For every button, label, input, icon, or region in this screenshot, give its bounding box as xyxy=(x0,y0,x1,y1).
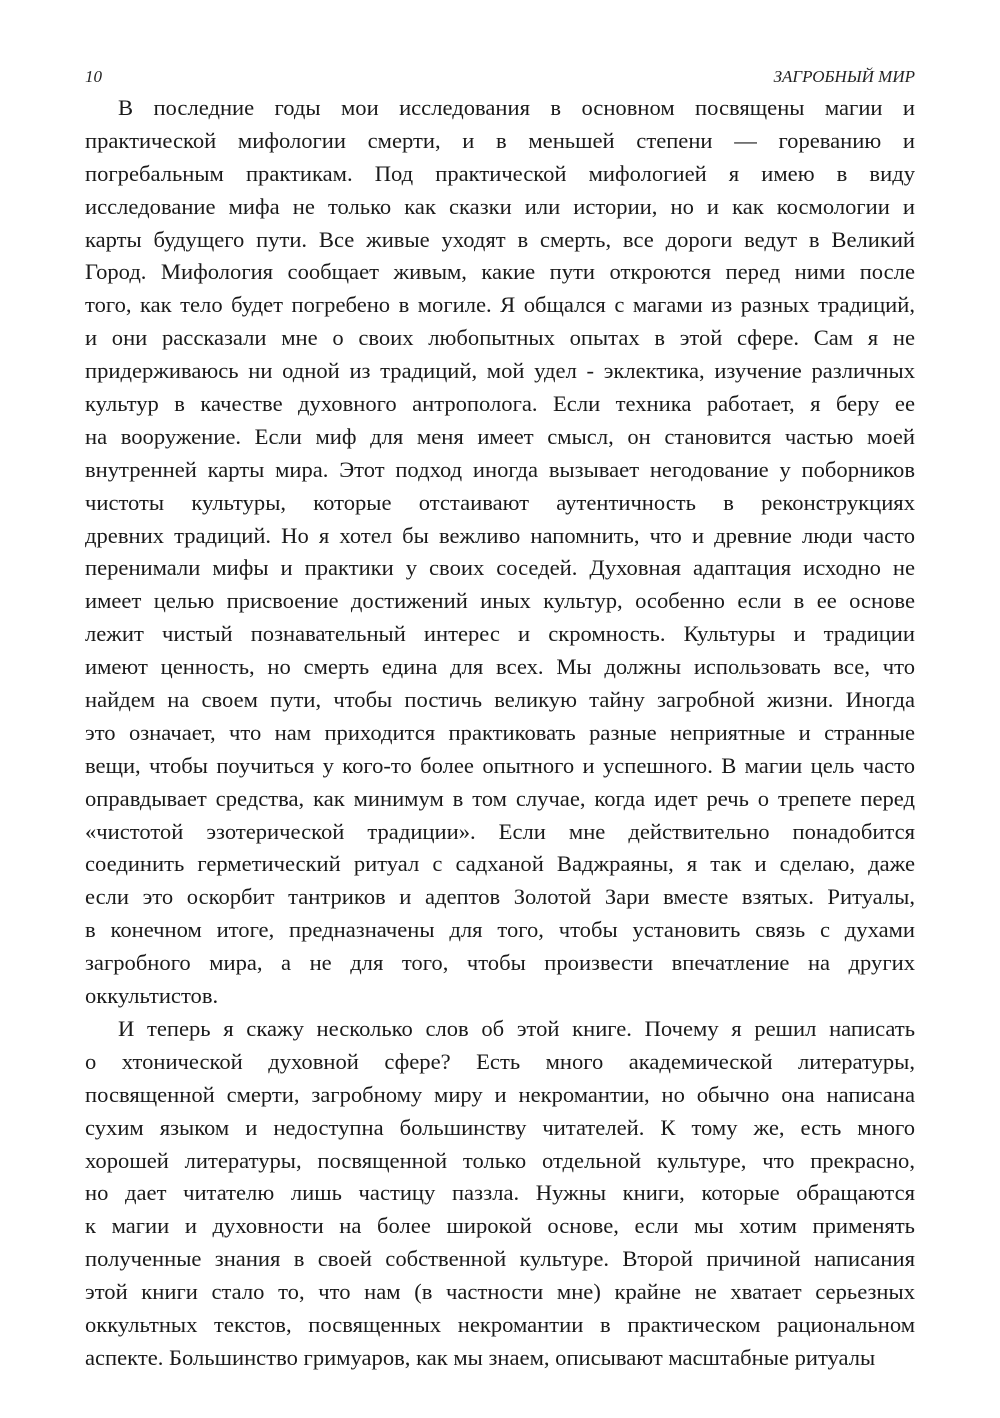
text-line: этой книги стало то, что нам (в частности мне) крайне не хватает серьезных xyxy=(85,1279,915,1305)
text-line: И теперь я скажу несколько слов об этой книге. Почему я решил написать xyxy=(118,1015,915,1041)
text-line: вещи, чтобы поучиться у кого-то более опытного и успешного. В магии цель часто xyxy=(85,752,915,778)
text-line: и они рассказали мне о своих любопытных опытах в этой сфере. Сам я не xyxy=(85,325,915,351)
running-title: ЗАГРОБНЫЙ МИР xyxy=(773,67,915,86)
book-page xyxy=(85,62,915,1375)
page-number: 10 xyxy=(85,67,102,86)
text-line: исследование мифа не только как сказки или истории, но и как космологии и xyxy=(85,193,915,219)
text-line: это означает, что нам приходится практиковать разные неприятные и странные xyxy=(85,719,915,745)
text-line: о хтонической духовной сфере? Есть много академической литературы, xyxy=(85,1048,915,1074)
text-line: Город. Мифология сообщает живым, какие пути откроются перед ними после xyxy=(85,259,915,285)
text-line: погребальным практикам. Под практической мифологией я имею в виду xyxy=(85,160,915,186)
text-line: найдем на своем пути, чтобы постичь великую тайну загробной жизни. Иногда xyxy=(85,687,915,713)
text-line: карты будущего пути. Все живые уходят в смерть, все дороги ведут в Великий xyxy=(85,226,915,252)
text-line: в конечном итоге, предназначены для того, чтобы установить связь с духами xyxy=(85,917,915,943)
text-line: загробного мира, а не для того, чтобы произвести впечатление на других xyxy=(85,950,915,976)
text-line: но дает читателю лишь частицу паззла. Нужны книги, которые обращаются xyxy=(85,1180,915,1206)
text-line: того, как тело будет погребено в могиле. Я общался с магами из разных традиций, xyxy=(85,292,915,318)
text-line: лежит чистый познавательный интерес и скромность. Культуры и традиции xyxy=(85,621,915,647)
text-line: посвященной смерти, загробному миру и некромантии, но обычно она написана xyxy=(85,1081,915,1107)
text-line: если это оскорбит тантриков и адептов Золотой Зари вместе взятых. Ритуалы, xyxy=(85,884,915,910)
paragraph xyxy=(85,1013,915,1375)
text-line: аспекте. Большинство гримуаров, как мы знаем, описывают масштабные ритуалы xyxy=(85,1344,876,1370)
text-line: перенимали мифы и практики у своих соседей. Духовная адаптация исходно не xyxy=(85,555,915,581)
text-line: имеют ценность, но смерть едина для всех. Мы должны использовать все, что xyxy=(85,654,915,680)
text-line: соединить герметический ритуал с садханой Ваджраяны, я так и сделаю, даже xyxy=(85,851,915,877)
body-text xyxy=(85,92,915,1375)
text-line: чистоты культуры, которые отстаивают аутентичность в реконструкциях xyxy=(85,489,915,515)
text-line: культур в качестве духовного антрополога. Если техника работает, я беру ее xyxy=(85,391,915,417)
text-line: на вооружение. Если миф для меня имеет смысл, он становится частью моей xyxy=(85,423,915,449)
text-line: к магии и духовности на более широкой основе, если мы хотим применять xyxy=(85,1213,915,1239)
text-line: практической мифологии смерти, и в меньшей степени — гореванию и xyxy=(85,127,915,153)
text-line: сухим языком и недоступна большинству читателей. К тому же, есть много xyxy=(85,1114,915,1140)
text-line: придерживаюсь ни одной из традиций, мой удел - эклектика, изучение различных xyxy=(85,358,915,384)
text-line: древних традиций. Но я хотел бы вежливо напомнить, что и древние люди часто xyxy=(85,522,915,548)
paragraph xyxy=(85,92,915,1013)
text-line: «чистотой эзотерической традиции». Если мне действительно понадобится xyxy=(85,818,915,844)
text-line: имеет целью присвоение достижений иных культур, особенно если в ее основе xyxy=(85,588,915,614)
running-head xyxy=(85,62,915,92)
text-line: хорошей литературы, посвященной только отдельной культуре, что прекрасно, xyxy=(85,1147,915,1173)
text-line: полученные знания в своей собственной культуре. Второй причиной написания xyxy=(85,1246,915,1272)
text-line: оккультных текстов, посвященных некромантии в практическом рациональном xyxy=(85,1311,915,1337)
text-line: В последние годы мои исследования в основном посвящены магии и xyxy=(118,95,915,120)
text-line: оккультистов. xyxy=(85,983,219,1009)
text-line: внутренней карты мира. Этот подход иногда вызывает негодование у поборников xyxy=(85,456,915,482)
text-line: оправдывает средства, как минимум в том случае, когда идет речь о трепете перед xyxy=(85,785,915,811)
